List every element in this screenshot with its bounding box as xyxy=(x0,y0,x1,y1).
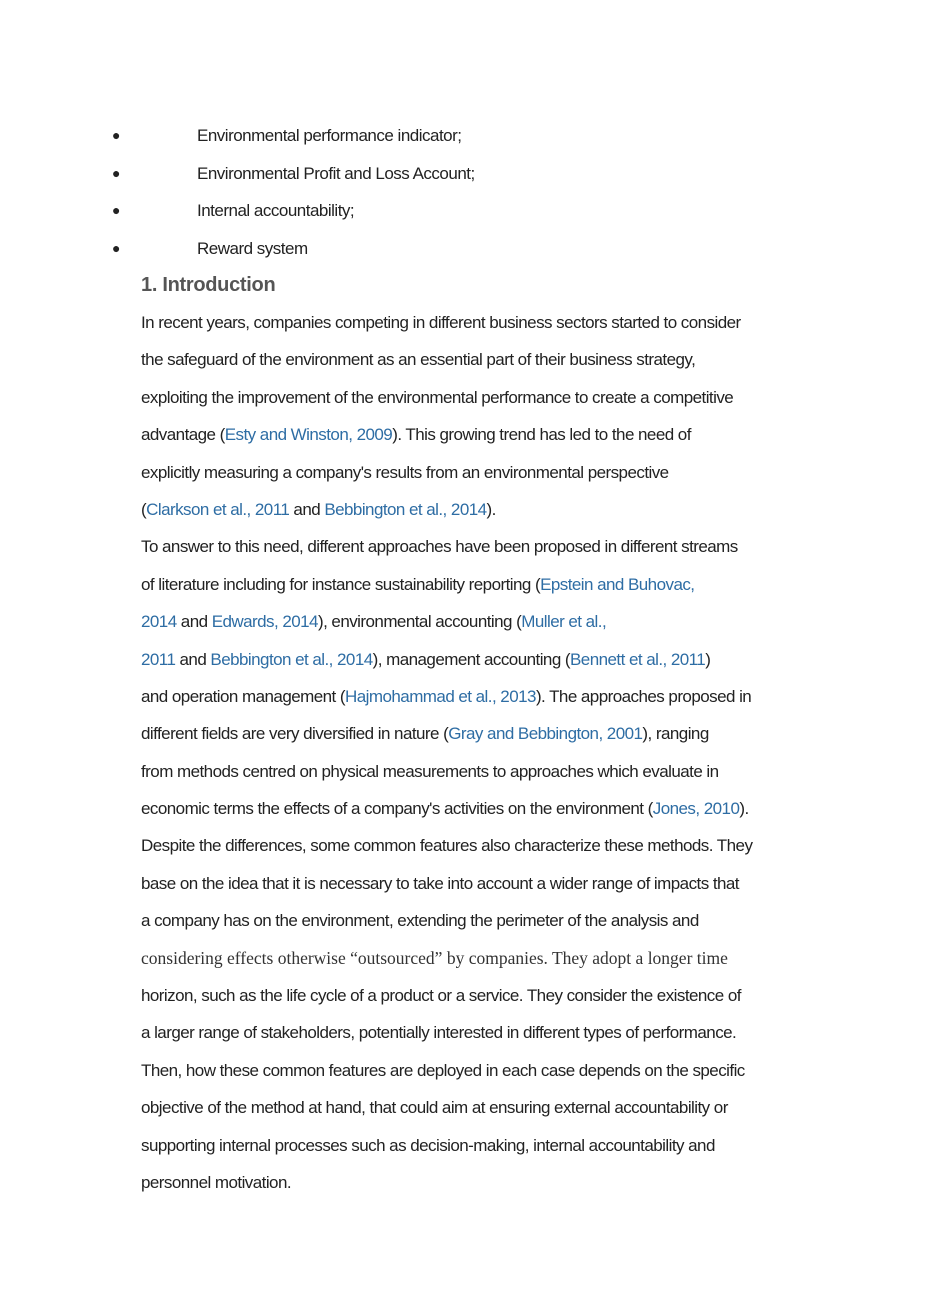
text-line xyxy=(141,491,801,528)
citation-link[interactable]: 2011 xyxy=(141,649,176,669)
citation-link[interactable]: Hajmohammad et al., 2013 xyxy=(345,686,536,706)
citation-link[interactable]: Esty and Winston, 2009 xyxy=(224,425,393,445)
introduction-body xyxy=(141,304,801,1201)
bullet-icon: ● xyxy=(112,239,121,256)
keyword-list xyxy=(0,117,926,267)
text-line xyxy=(141,379,801,416)
text-segment: ) xyxy=(705,649,711,669)
keyword-list-item xyxy=(0,155,926,193)
text-line xyxy=(141,1052,801,1089)
text-line xyxy=(141,940,801,977)
text-segment: base on the idea that it is necessary to take into account a wider range of impacts that xyxy=(141,873,739,893)
text-segment: from methods centred on physical measurements to approaches which evaluate in xyxy=(141,761,719,781)
text-segment: and xyxy=(175,649,211,669)
bullet-icon: ● xyxy=(112,164,121,181)
citation-link[interactable]: Clarkson et al., 2011 xyxy=(146,499,290,519)
text-segment: exploiting the improvement of the environmental performance to create a competitive xyxy=(141,387,734,407)
citation-link[interactable]: Bennett et al., 2011 xyxy=(570,649,706,669)
text-segment: the safeguard of the environment as an essential part of their business strategy, xyxy=(141,350,696,370)
text-segment: different fields are very diversified in nature ( xyxy=(141,724,449,744)
keyword-list-item xyxy=(0,192,926,230)
text-segment: supporting internal processes such as decision-making, internal accountability and xyxy=(141,1135,715,1155)
text-segment: To answer to this need, different approaches have been proposed in different streams xyxy=(141,537,738,557)
keyword-text: Reward system xyxy=(197,238,308,258)
citation-link[interactable]: Epstein and Buhovac, xyxy=(540,574,695,594)
text-line xyxy=(141,454,801,491)
text-segment: ). The approaches proposed in xyxy=(535,686,752,706)
bullet-icon: ● xyxy=(112,127,121,143)
text-line xyxy=(141,603,801,640)
text-segment: In recent years, companies competing in different business sectors started to consider xyxy=(141,313,741,332)
text-segment: ), management accounting ( xyxy=(372,649,571,669)
text-line xyxy=(141,341,801,378)
text-segment: advantage ( xyxy=(141,425,225,445)
section-heading: 1. Introduction xyxy=(141,274,276,296)
text-segment: and xyxy=(176,612,212,632)
text-segment: personnel motivation. xyxy=(141,1172,292,1192)
text-segment: ( xyxy=(141,499,147,519)
citation-link[interactable]: Gray and Bebbington, 2001 xyxy=(448,724,643,744)
text-segment: ). xyxy=(739,799,749,819)
text-line xyxy=(141,416,801,453)
text-segment: Then, how these common features are deployed in each case depends on the specific xyxy=(141,1060,745,1080)
text-line xyxy=(141,566,801,603)
citation-link[interactable]: 2014 xyxy=(141,612,177,632)
text-line xyxy=(141,865,801,902)
text-segment: ). xyxy=(486,499,496,519)
text-segment: ), ranging xyxy=(642,724,709,744)
keyword-text: Internal accountability; xyxy=(197,201,355,220)
text-line xyxy=(141,753,801,790)
text-line xyxy=(141,715,801,752)
text-line xyxy=(141,902,801,939)
text-segment: of literature including for instance sustainability reporting ( xyxy=(141,574,541,594)
text-segment: and xyxy=(289,499,325,519)
citation-link[interactable]: Muller et al., xyxy=(521,612,607,632)
text-line xyxy=(141,1127,801,1164)
citation-link[interactable]: Jones, 2010 xyxy=(652,799,740,819)
bullet-icon: ● xyxy=(112,202,121,218)
text-segment: economic terms the effects of a company's activities on the environment ( xyxy=(141,799,653,819)
text-segment: Despite the differences, some common features also characterize these methods. They xyxy=(141,836,753,856)
text-segment: a larger range of stakeholders, potentially interested in different types of performance. xyxy=(141,1023,737,1043)
keyword-list-item xyxy=(0,117,926,155)
text-line xyxy=(141,1014,801,1051)
text-line xyxy=(141,528,801,565)
text-line xyxy=(141,304,801,341)
text-line xyxy=(141,790,801,827)
text-line xyxy=(141,1089,801,1126)
keyword-text: Environmental performance indicator; xyxy=(197,126,462,145)
citation-link[interactable]: Bebbington et al., 2014 xyxy=(324,499,487,519)
text-segment: horizon, such as the life cycle of a product or a service. They consider the existence of xyxy=(141,986,741,1006)
text-line xyxy=(141,827,801,864)
keyword-list-item xyxy=(0,230,926,268)
text-line xyxy=(141,641,801,678)
text-segment: ), environmental accounting ( xyxy=(317,612,522,632)
citation-link[interactable]: Edwards, 2014 xyxy=(211,612,318,632)
text-segment: and operation management ( xyxy=(141,686,346,706)
text-segment: objective of the method at hand, that could aim at ensuring external accountability or xyxy=(141,1098,728,1118)
text-line xyxy=(141,678,801,715)
text-segment: ). This growing trend has led to the need of xyxy=(392,425,691,445)
text-segment: explicitly measuring a company's results from an environmental perspective xyxy=(141,462,669,482)
text-line xyxy=(141,977,801,1014)
text-segment: a company has on the environment, extending the perimeter of the analysis and xyxy=(141,911,699,931)
citation-link[interactable]: Bebbington et al., 2014 xyxy=(210,649,373,669)
text-line xyxy=(141,1164,801,1201)
keyword-text: Environmental Profit and Loss Account; xyxy=(197,163,475,183)
text-segment: considering effects otherwise “outsourced” by companies. They adopt a longer time xyxy=(141,947,728,968)
